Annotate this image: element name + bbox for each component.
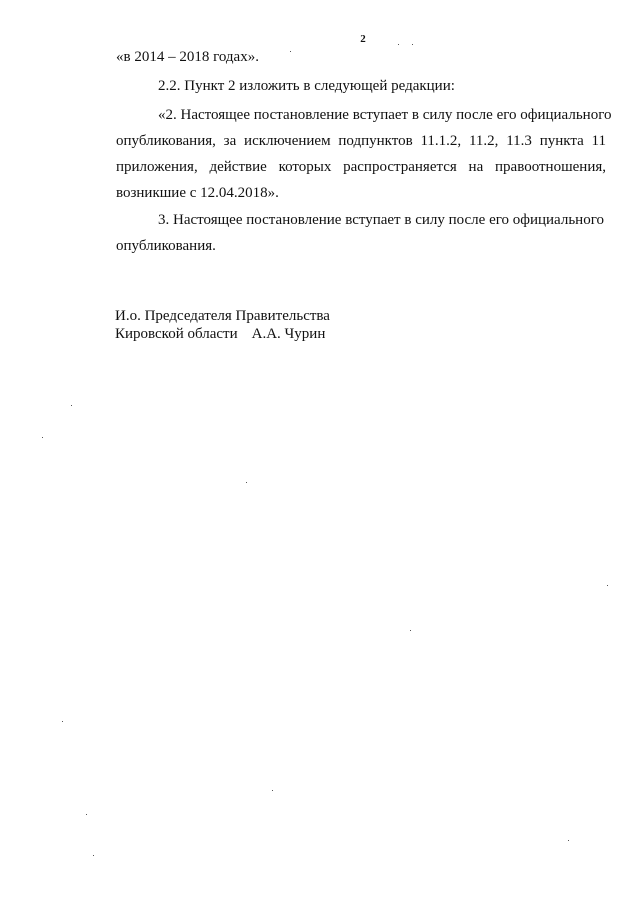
intro-tail-text: «в 2014 – 2018 годах».	[116, 49, 259, 65]
quote-paragraph-line-2: опубликования, за исключением подпунктов 11.1.2, 11.2, 11.3 пункта 11	[116, 133, 606, 149]
signature-block-line-2	[115, 325, 325, 343]
quote-paragraph-line-4: возникшие с 12.04.2018».	[116, 185, 279, 201]
signature-position-line-1: И.о. Председателя Правительства	[115, 308, 330, 324]
page-number: 2	[360, 33, 366, 45]
item-3-line-1: 3. Настоящее постановление вступает в силу после его официального	[158, 212, 604, 228]
item-3-line-2: опубликования.	[116, 238, 216, 254]
signature-position-line-2: Кировской области	[115, 326, 238, 342]
item-2-2-heading: 2.2. Пункт 2 изложить в следующей редакции:	[158, 78, 455, 94]
signature-name: А.А. Чурин	[251, 326, 326, 342]
quote-paragraph-line-3: приложения, действие которых распространяется на правоотношения,	[116, 159, 606, 175]
quote-paragraph-line-1: «2. Настоящее постановление вступает в силу после его официального	[158, 107, 612, 123]
